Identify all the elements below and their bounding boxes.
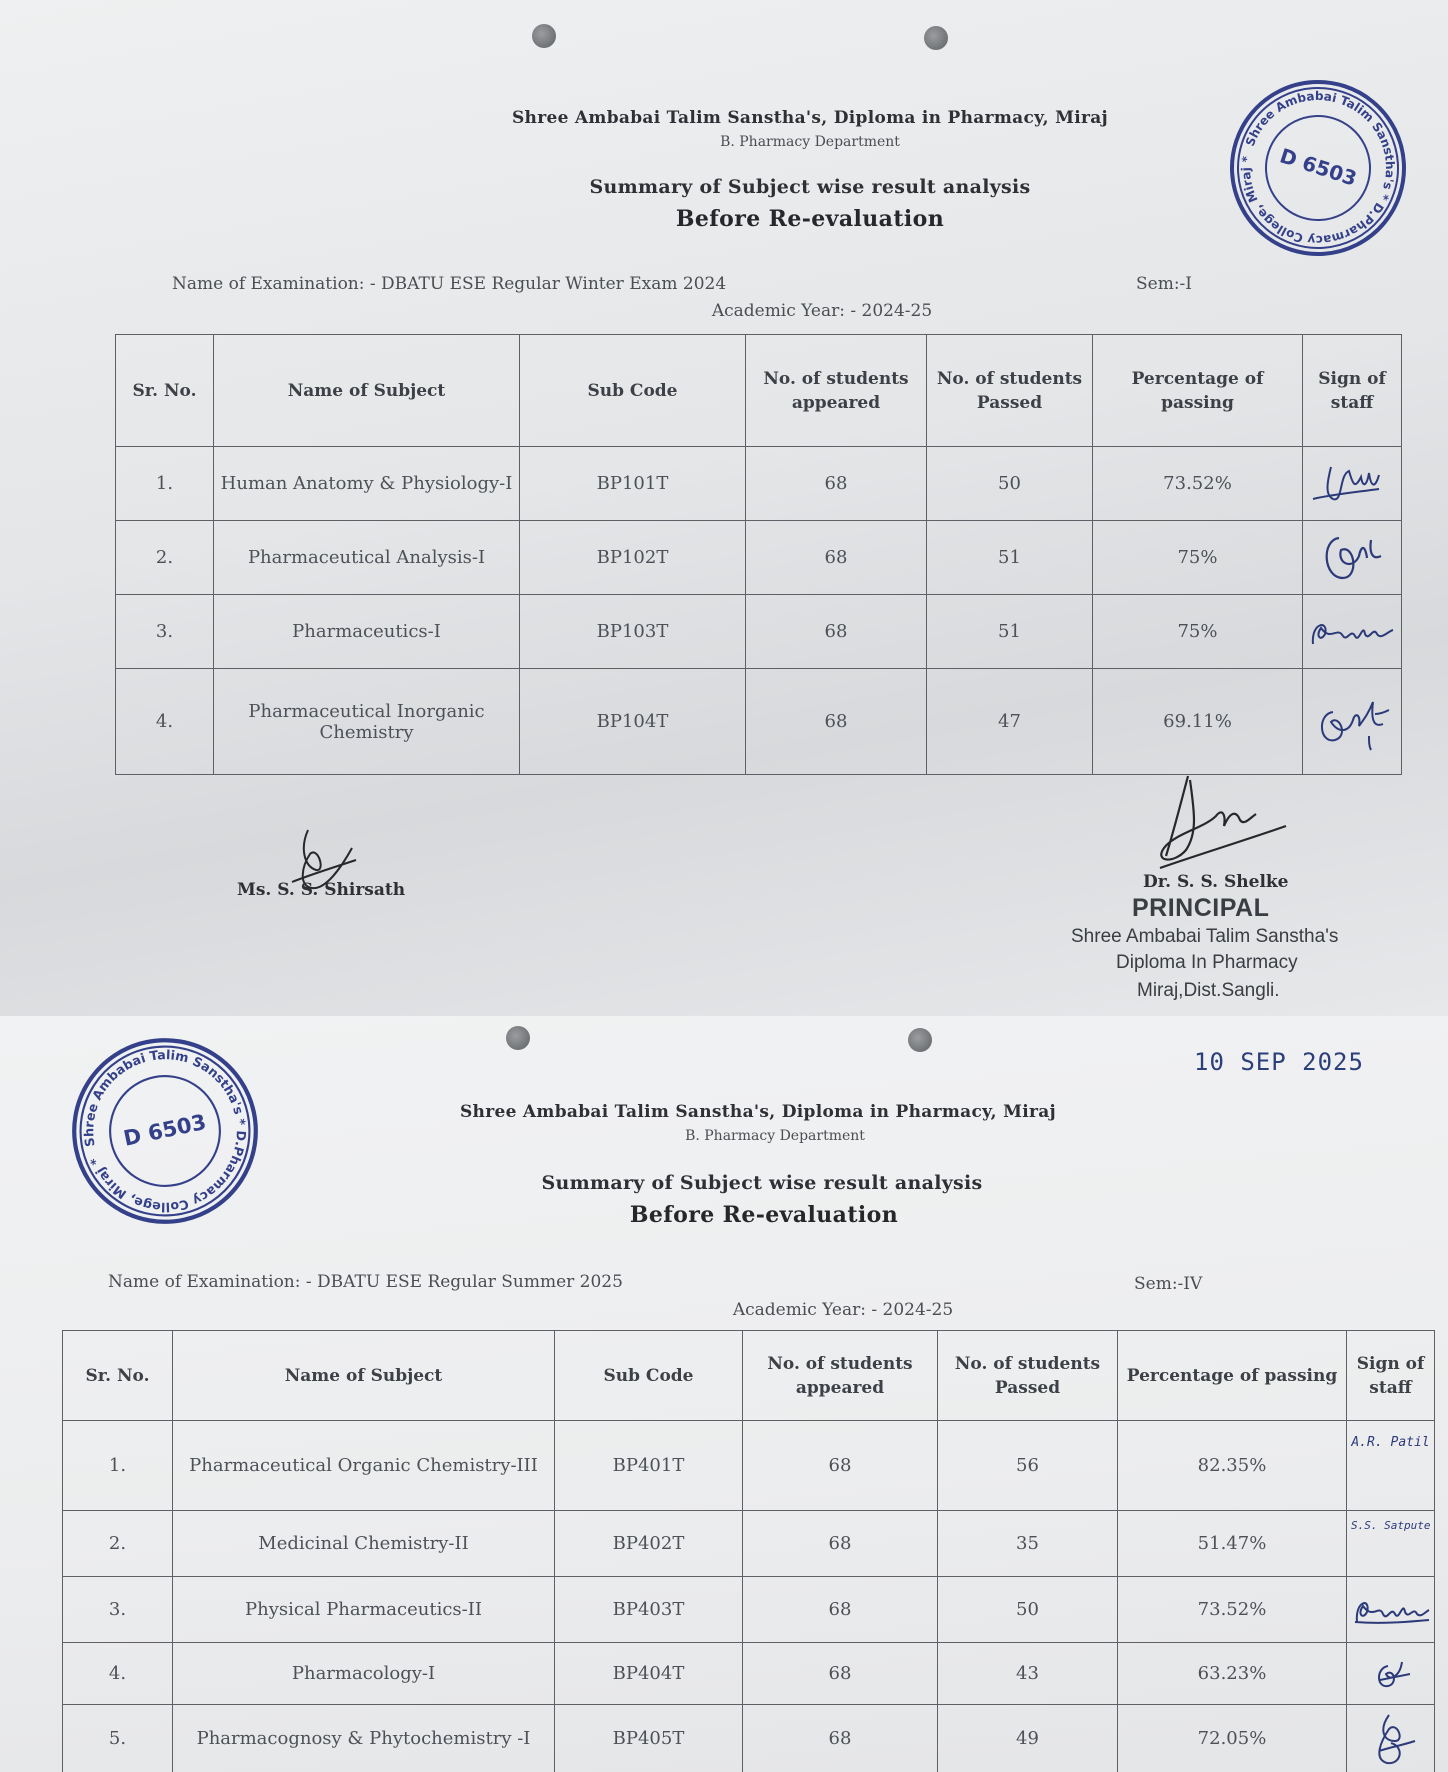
punch-hole <box>924 26 948 50</box>
stamp-ring-text: Shree Ambabai Talim Sanstha's * D.Pharmacy College, Miraj * <box>81 1047 249 1215</box>
passed-count: 51 <box>927 521 1093 595</box>
staff-signature <box>1303 669 1402 775</box>
signatory-left: Ms. S. S. Shirsath <box>237 880 406 900</box>
subject-name: Pharmaceutical Organic Chemistry-III <box>173 1421 555 1511</box>
staff-signature <box>1347 1643 1435 1705</box>
subject-name: Pharmaceutical Analysis-I <box>214 521 520 595</box>
table-row <box>116 447 1402 521</box>
sr-no: 3. <box>63 1577 173 1643</box>
table-row <box>63 1577 1435 1643</box>
header-sr-no: Sr. No. <box>116 335 214 447</box>
table-header-row <box>63 1331 1435 1421</box>
subject-name: Pharmaceutical Inorganic Chemistry <box>214 669 520 775</box>
table-row <box>63 1511 1435 1577</box>
appeared-count: 68 <box>743 1421 938 1511</box>
sub-code: BP104T <box>520 669 746 775</box>
summary-title: Summary of Subject wise result analysis <box>541 1172 983 1194</box>
subject-name: Human Anatomy & Physiology-I <box>214 447 520 521</box>
before-reevaluation-title: Before Re-evaluation <box>629 1202 899 1228</box>
college-name: Shree Ambabai Talim Sanstha's, Diploma in Pharmacy, Miraj <box>459 1102 1057 1122</box>
header-passed: No. of students Passed <box>927 335 1093 447</box>
appeared-count: 68 <box>743 1511 938 1577</box>
stamp-code: D 6503 <box>1276 143 1360 191</box>
college-name: Shree Ambabai Talim Sanstha's, Diploma in Pharmacy, Miraj <box>511 108 1109 128</box>
staff-signature <box>1347 1577 1435 1643</box>
pass-percentage: 75% <box>1093 595 1303 669</box>
table-row <box>63 1643 1435 1705</box>
signatory-right: Dr. S. S. Shelke <box>1143 872 1289 892</box>
appeared-count: 68 <box>746 595 927 669</box>
header-subject: Name of Subject <box>173 1331 555 1421</box>
subject-name: Pharmacognosy & Phytochemistry -I <box>173 1705 555 1772</box>
sr-no: 3. <box>116 595 214 669</box>
header-sub-code: Sub Code <box>555 1331 743 1421</box>
punch-hole <box>506 1026 530 1050</box>
summary-title: Summary of Subject wise result analysis <box>589 176 1031 198</box>
staff-signature: A.R. Patil <box>1347 1421 1435 1511</box>
header-sub-code: Sub Code <box>520 335 746 447</box>
sub-code: BP403T <box>555 1577 743 1643</box>
sr-no: 4. <box>63 1643 173 1705</box>
pass-percentage: 72.05% <box>1118 1705 1347 1772</box>
table-row <box>116 595 1402 669</box>
passed-count: 35 <box>938 1511 1118 1577</box>
staff-signature <box>1303 595 1402 669</box>
subject-name: Physical Pharmaceutics-II <box>173 1577 555 1643</box>
before-reevaluation-title: Before Re-evaluation <box>675 206 945 232</box>
passed-count: 56 <box>938 1421 1118 1511</box>
department-name: B. Pharmacy Department <box>720 134 900 150</box>
table-header-row <box>116 335 1402 447</box>
header-sr-no: Sr. No. <box>63 1331 173 1421</box>
staff-signature <box>1347 1705 1435 1772</box>
header-appeared: No. of students appeared <box>743 1331 938 1421</box>
principal-line-1: Shree Ambabai Talim Sanstha's <box>1071 926 1339 947</box>
exam-name: Name of Examination: - DBATU ESE Regular Winter Exam 2024 <box>172 274 727 294</box>
appeared-count: 68 <box>743 1705 938 1772</box>
appeared-count: 68 <box>746 669 927 775</box>
passed-count: 47 <box>927 669 1093 775</box>
pass-percentage: 82.35% <box>1118 1421 1347 1511</box>
sr-no: 1. <box>63 1421 173 1511</box>
sub-code: BP103T <box>520 595 746 669</box>
staff-signature <box>1303 447 1402 521</box>
stamp-code: D 6503 <box>121 1108 209 1151</box>
subject-name: Pharmaceutics-I <box>214 595 520 669</box>
passed-count: 43 <box>938 1643 1118 1705</box>
pass-percentage: 63.23% <box>1118 1643 1347 1705</box>
punch-hole <box>532 24 556 48</box>
result-sheet-sem-4 <box>0 1016 1448 1772</box>
result-table <box>62 1330 1435 1772</box>
staff-signature: S.S. Satpute <box>1347 1511 1435 1577</box>
header-sign: Sign of staff <box>1347 1331 1435 1421</box>
sub-code: BP101T <box>520 447 746 521</box>
appeared-count: 68 <box>746 521 927 595</box>
pass-percentage: 73.52% <box>1093 447 1303 521</box>
table-row <box>63 1705 1435 1772</box>
punch-hole <box>908 1028 932 1052</box>
semester: Sem:-IV <box>1134 1274 1203 1294</box>
college-stamp <box>1205 55 1432 282</box>
subject-name: Medicinal Chemistry-II <box>173 1511 555 1577</box>
exam-name: Name of Examination: - DBATU ESE Regular Summer 2025 <box>108 1272 623 1292</box>
academic-year: Academic Year: - 2024-25 <box>711 301 933 321</box>
semester: Sem:-I <box>1136 274 1193 294</box>
appeared-count: 68 <box>743 1577 938 1643</box>
passed-count: 49 <box>938 1705 1118 1772</box>
pass-percentage: 73.52% <box>1118 1577 1347 1643</box>
sr-no: 4. <box>116 669 214 775</box>
pass-percentage: 75% <box>1093 521 1303 595</box>
sub-code: BP401T <box>555 1421 743 1511</box>
table-row <box>116 669 1402 775</box>
department-name: B. Pharmacy Department <box>685 1128 865 1144</box>
sub-code: BP405T <box>555 1705 743 1772</box>
header-passed: No. of students Passed <box>938 1331 1118 1421</box>
staff-signature <box>1303 521 1402 595</box>
date-stamp: 10 SEP 2025 <box>1194 1048 1364 1076</box>
sr-no: 1. <box>116 447 214 521</box>
sub-code: BP102T <box>520 521 746 595</box>
sr-no: 2. <box>63 1511 173 1577</box>
pass-percentage: 51.47% <box>1118 1511 1347 1577</box>
table-row <box>116 521 1402 595</box>
stamp-ring-text: Shree Ambabai Talim Sanstha's * D.Pharmacy College, Miraj * <box>1238 88 1398 248</box>
result-table <box>115 334 1402 775</box>
pass-percentage: 69.11% <box>1093 669 1303 775</box>
principal-title: PRINCIPAL <box>1132 894 1270 922</box>
sub-code: BP402T <box>555 1511 743 1577</box>
principal-line-3: Miraj,Dist.Sangli. <box>1137 980 1280 1001</box>
header-sign: Sign of staff <box>1303 335 1402 447</box>
subject-name: Pharmacology-I <box>173 1643 555 1705</box>
header-percentage: Percentage of passing <box>1118 1331 1347 1421</box>
appeared-count: 68 <box>743 1643 938 1705</box>
sr-no: 2. <box>116 521 214 595</box>
passed-count: 50 <box>927 447 1093 521</box>
table-row <box>63 1421 1435 1511</box>
appeared-count: 68 <box>746 447 927 521</box>
passed-count: 51 <box>927 595 1093 669</box>
sub-code: BP404T <box>555 1643 743 1705</box>
passed-count: 50 <box>938 1577 1118 1643</box>
sr-no: 5. <box>63 1705 173 1772</box>
signature-principal <box>1140 770 1290 880</box>
header-appeared: No. of students appeared <box>746 335 927 447</box>
header-percentage: Percentage of passing <box>1093 335 1303 447</box>
academic-year: Academic Year: - 2024-25 <box>732 1300 954 1320</box>
header-subject: Name of Subject <box>214 335 520 447</box>
principal-line-2: Diploma In Pharmacy <box>1116 952 1298 973</box>
